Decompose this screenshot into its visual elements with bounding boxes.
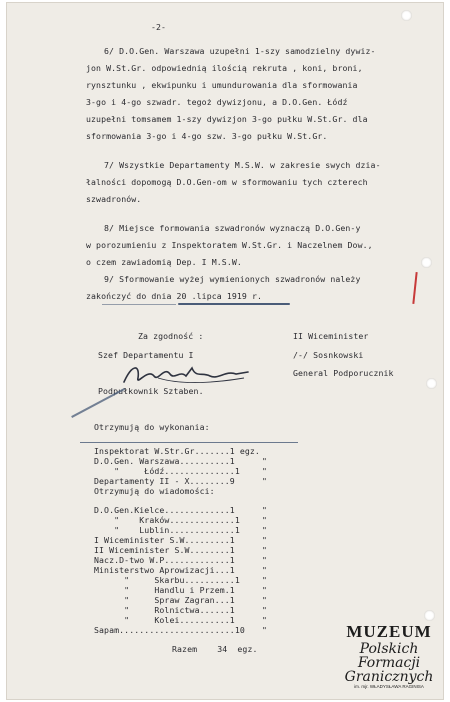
paragraph-7-line-1: 7/ Wszystkie Departamenty M.S.W. w zakresie swych dzia- (104, 160, 381, 170)
distribution-total: Razem 34 egz. (172, 644, 258, 654)
info-list-item: " Skarbu..........1 (94, 575, 240, 585)
ditto-mark: " (262, 535, 268, 545)
pencil-underline (80, 442, 298, 443)
receive-info-label: Otrzymują do wiadomości: (94, 486, 215, 496)
right-signatory-title: II Wiceminister (293, 331, 369, 341)
info-list-item: II Wiceminister S.W........1 (94, 545, 235, 555)
info-list-item: Nacz.D-two W.P.............1 (94, 555, 235, 565)
paragraph-6-line-5: sformowania 3-go i 4-go szw. 3-go pułku W.St.Gr. (86, 131, 328, 141)
ditto-mark: " (262, 505, 268, 515)
ditto-mark: " (262, 605, 268, 615)
left-signatory-rank: Podpułkownik Sztaben. (98, 386, 204, 396)
punch-hole (421, 257, 432, 268)
paragraph-8-line-3: o czem zawiadomią Dep. I M.S.W. (86, 257, 242, 267)
info-list-item: " Kraków.............1 (94, 515, 240, 525)
execution-list-item: " Łódź..............1 (94, 466, 240, 476)
blue-pencil-dash (102, 304, 176, 305)
paragraph-6-line-1b: jon W.St.Gr. odpowiednią ilością rekruta , koni, broni, (86, 63, 363, 73)
paragraph-6-line-2: rynsztunku , ekwipunku i umundurowania dla sformowania (86, 80, 358, 90)
info-list-item: Ministerstwo Aprowizacji...1 (94, 565, 235, 575)
right-signatory-name: /-/ Sosnkowski (293, 350, 364, 360)
red-pencil-mark (412, 272, 417, 304)
paragraph-6-line-3: 3-go i 4-go szwadr. tegoż dywizjonu, a D.O.Gen. Łódź (86, 97, 348, 107)
paragraph-6-line-4: uzupełni tomsamem 1-szy dywizjon 3-go pułku W.St.Gr. dla (86, 114, 368, 124)
page-number: -2- (151, 22, 167, 32)
punch-hole (424, 610, 435, 621)
right-signatory-rank: General Podporucznik (293, 368, 394, 378)
ditto-mark: " (262, 575, 268, 585)
ditto-mark: " (262, 595, 268, 605)
info-list-item: I Wiceminister S.W.........1 (94, 535, 235, 545)
conformity-label: Za zgodność : (138, 331, 204, 341)
paragraph-9-line-2: zakończyć do dnia 20 .lipca 1919 r. (86, 291, 263, 301)
info-list-item: " Kolei..........1 (94, 615, 235, 625)
paragraph-7-line-3: szwadronów. (86, 194, 142, 204)
info-list-item: D.O.Gen.Kielce.............1 (94, 505, 235, 515)
info-list-item: " Spraw Zagran...1 (94, 595, 235, 605)
ditto-mark: " (262, 585, 268, 595)
left-signatory-title: Szef Departamentu I (98, 350, 194, 360)
receive-execution-label: Otrzymują do wykonania: (94, 422, 210, 432)
paragraph-7-line-2: łalności dopomogą D.O.Gen-om w sformowaniu tych czterech (86, 177, 368, 187)
ditto-mark: " (262, 625, 268, 635)
paragraph-8-line-1: 8/ Miejsce formowania szwadronów wyznaczą D.O.Gen-y (104, 223, 361, 233)
ditto-mark: " (262, 476, 268, 486)
ditto-mark: " (262, 615, 268, 625)
paragraph-6-line-1a: 6/ D.O.Gen. Warszawa uzupełni 1-szy samodzielny dywiz- (104, 46, 376, 56)
execution-list-item: Inspektorat W.Str.Gr.......1 egz. (94, 446, 260, 456)
info-list-item: Sapam.......................10 (94, 625, 245, 635)
ditto-mark: " (262, 545, 268, 555)
document-page (6, 2, 444, 700)
execution-list-item: Departamenty II - X........9 (94, 476, 235, 486)
info-list-item: " Lublin.............1 (94, 525, 240, 535)
info-list-item: " Rolnictwa......1 (94, 605, 235, 615)
ditto-mark: " (262, 565, 268, 575)
punch-hole (401, 10, 412, 21)
execution-list-item: D.O.Gen. Warszawa..........1 (94, 456, 235, 466)
paragraph-8-line-2: w porozumieniu z Inspektoratem W.St.Gr. i Naczelnem Dow., (86, 240, 373, 250)
ditto-mark: " (262, 515, 268, 525)
punch-hole (426, 378, 437, 389)
ditto-mark: " (262, 525, 268, 535)
paragraph-9-line-1: 9/ Sformowanie wyżej wymienionych szwadronów należy (104, 274, 361, 284)
blue-pencil-underline (178, 303, 290, 305)
ditto-mark: " (262, 466, 268, 476)
ditto-mark: " (262, 555, 268, 565)
ditto-mark: " (262, 456, 268, 466)
museum-logo: MUZEUM Polskich Formacji Granicznych im. mjr. WŁADYSŁAWA RAGINISA (344, 622, 434, 689)
info-list-item: " Handlu i Przem.1 (94, 585, 235, 595)
